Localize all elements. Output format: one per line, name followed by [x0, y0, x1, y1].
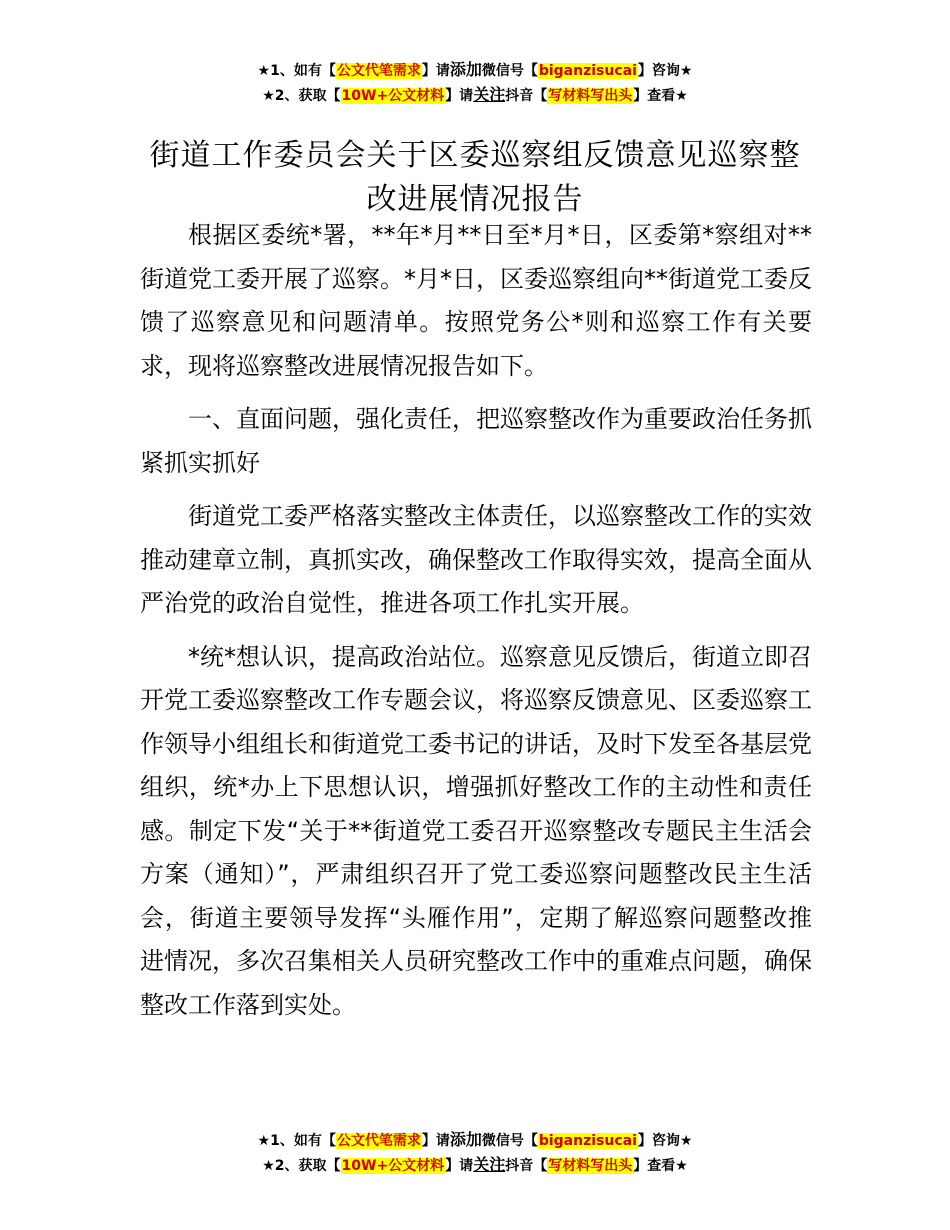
promo-text: 抖音【 — [505, 1158, 548, 1174]
promo-line-2 — [0, 1153, 950, 1178]
promo-text: 】请 — [421, 1133, 450, 1149]
promo-text: ★2、获取【 — [262, 88, 341, 104]
promo-text: 】请 — [445, 88, 474, 104]
promo-highlight: 公文代笔需求 — [336, 63, 421, 79]
promo-text: ★1、如有【 — [257, 1133, 336, 1149]
promo-line-2 — [0, 83, 950, 108]
promo-highlight: 公文代笔需求 — [336, 1133, 421, 1149]
promo-text: ★1、如有【 — [257, 63, 336, 79]
promo-text: 微信号【 — [481, 63, 538, 79]
paragraph: 根据区委统*署，**年*月**日至*月*日，区委第*察组对**街道党工委开展了巡察。*月*日，区委巡察组向**街道党工委反馈了巡察意见和问题清单。按照党务公*则和巡察工作有关要求，现将巡察整改进展情况报告如下。 — [140, 221, 812, 380]
promo-text: 】查看★ — [633, 88, 688, 104]
promo-header — [0, 58, 950, 108]
promo-emphasis: 添加 — [449, 1130, 482, 1149]
promo-footer — [0, 1128, 950, 1178]
promo-line-1 — [0, 1128, 950, 1153]
promo-emphasis: 关注 — [473, 85, 506, 104]
promo-text: 】咨询★ — [637, 63, 693, 79]
promo-highlight: 10W+公文材料 — [341, 88, 445, 104]
promo-text: 微信号【 — [481, 1133, 538, 1149]
promo-emphasis: 添加 — [449, 60, 482, 79]
wechat-id-highlight: biganzisucai — [538, 63, 637, 79]
promo-text: 】咨询★ — [637, 1133, 693, 1149]
douyin-id-highlight: 写材料写出头 — [548, 88, 633, 104]
paragraph: *统*想认识，提高政治站位。巡察意见反馈后，街道立即召开党工委巡察整改工作专题会议，将巡察反馈意见、区委巡察工作领导小组组长和街道党工委书记的讲话，及时下发至各基层党组织，统*办上下思想认识，增强抓好整改工作的主动性和责任感。制定下发“关于**街道党工委召开巡察整改专题民主生活会方案（通知）”，严肃组织召开了党工委巡察问题整改民主生活会，街道主要领导发挥“头雁作用”，定期了解巡察问题整改推进情况，多次召集相关人员研究整改工作中的重难点问题，确保整改工作落到实处。 — [140, 642, 812, 1019]
promo-highlight: 10W+公文材料 — [341, 1158, 445, 1174]
promo-text: 】查看★ — [633, 1158, 688, 1174]
document-title: 街道工作委员会关于区委巡察组反馈意见巡察整改进展情况报告 — [149, 138, 801, 218]
promo-text: 】请 — [445, 1158, 474, 1174]
promo-emphasis: 关注 — [473, 1155, 506, 1174]
promo-text: 抖音【 — [505, 88, 548, 104]
douyin-id-highlight: 写材料写出头 — [548, 1158, 633, 1174]
section-heading: 一、直面问题，强化责任，把巡察整改作为重要政治任务抓紧抓实抓好 — [140, 405, 812, 477]
document-body — [140, 214, 812, 1037]
paragraph: 街道党工委严格落实整改主体责任，以巡察整改工作的实效推动建章立制，真抓实改，确保整改工作取得实效，提高全面从严治党的政治自觉性，推进各项工作扎实开展。 — [140, 502, 812, 617]
wechat-id-highlight: biganzisucai — [538, 1133, 637, 1149]
promo-text: ★2、获取【 — [262, 1158, 341, 1174]
promo-text: 】请 — [421, 63, 450, 79]
promo-line-1 — [0, 58, 950, 83]
